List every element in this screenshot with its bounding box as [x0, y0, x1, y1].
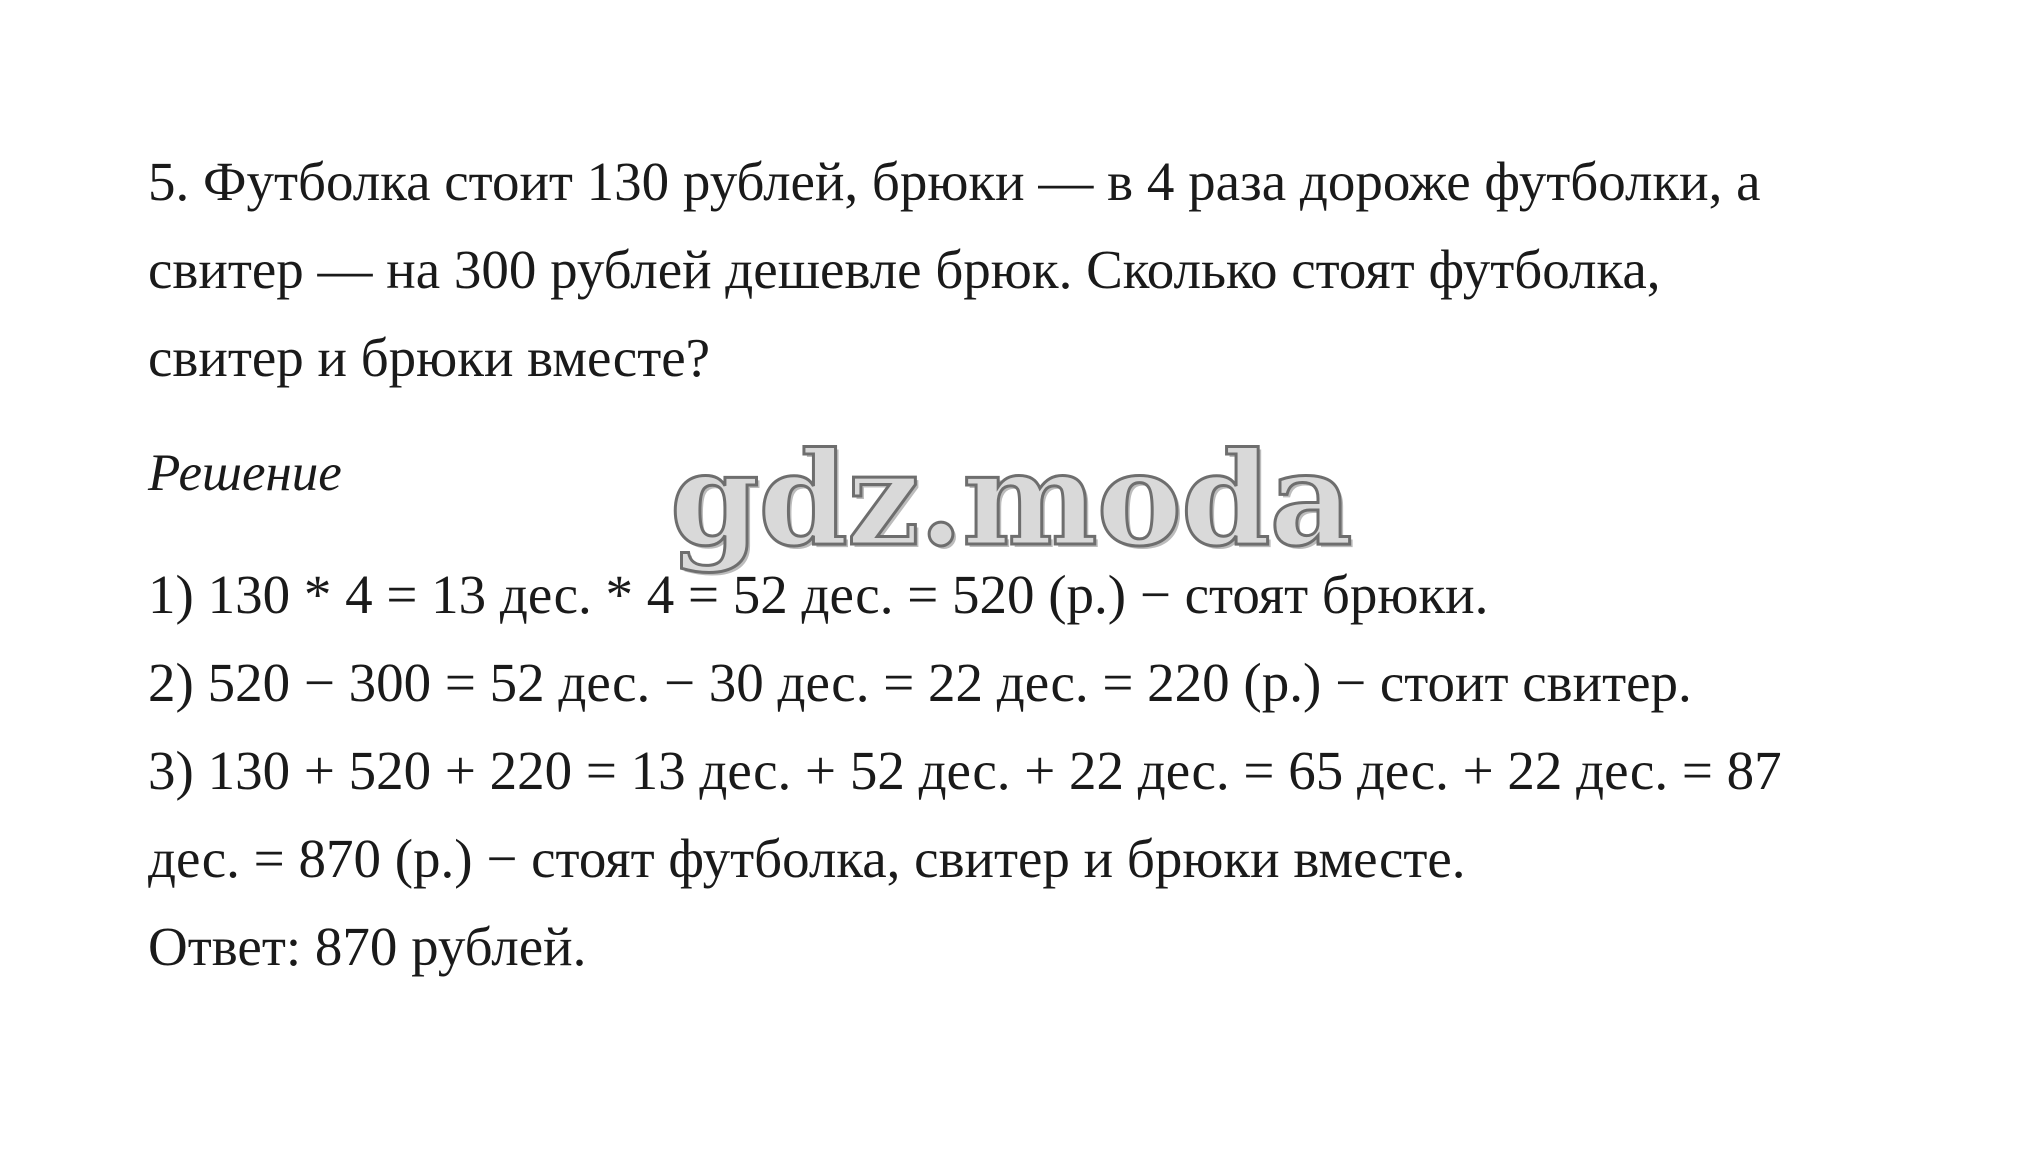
solution-step-3: 3) 130 + 520 + 220 = 13 дес. + 52 дес. + 22 дес. = 65 дес. + 22 дес. = 87 — [148, 740, 1782, 801]
problem-statement — [148, 138, 1948, 402]
answer-line: Ответ: 870 рублей. — [148, 916, 587, 977]
solution-body — [148, 551, 1948, 991]
watermark-logo: gdz.moda — [670, 425, 1352, 575]
problem-line-3: свитер и брюки вместе? — [148, 327, 711, 388]
problem-line-2: свитер — на 300 рублей дешевле брюк. Сколько стоят футболка, — [148, 239, 1661, 300]
solution-step-2: 2) 520 − 300 = 52 дес. − 30 дес. = 22 дес. = 220 (р.) − стоит свитер. — [148, 652, 1692, 713]
solution-step-1: 1) 130 * 4 = 13 дес. * 4 = 52 дес. = 520 (р.) − стоят брюки. — [148, 564, 1489, 625]
solution-step-3-continued: дес. = 870 (р.) − стоят футболка, свитер и брюки вместе. — [148, 828, 1466, 889]
problem-line-1: 5. Футболка стоит 130 рублей, брюки — в 4 раза дороже футболки, а — [148, 151, 1761, 212]
solution-heading: Решение — [148, 444, 342, 502]
